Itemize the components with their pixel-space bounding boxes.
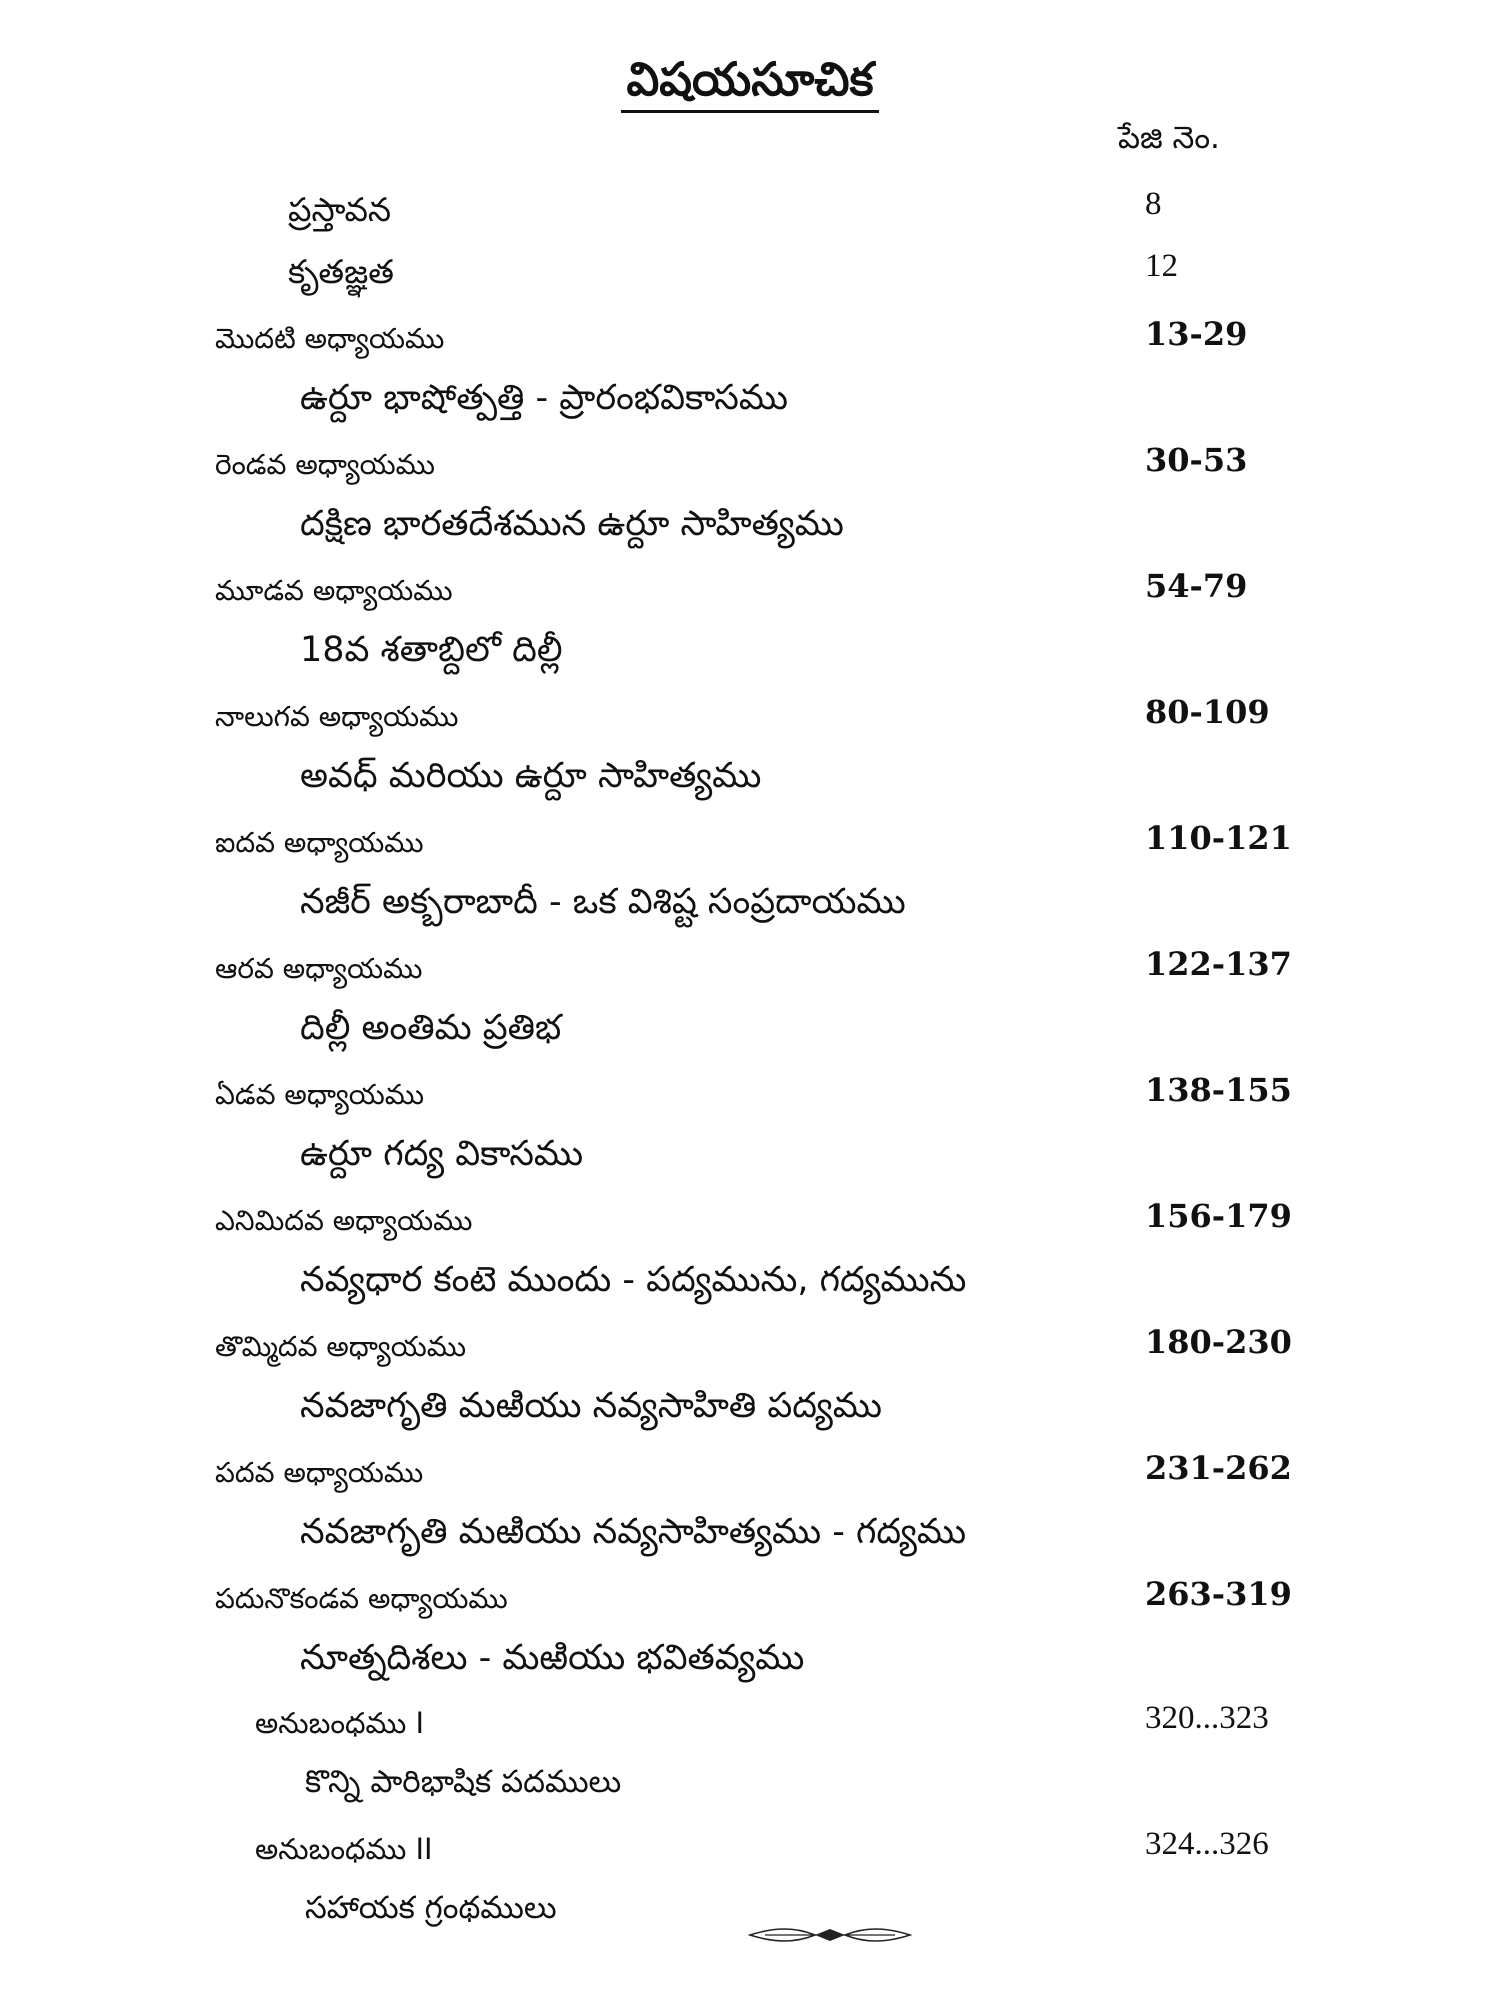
appendix-title: కొన్ని పారిభాషిక పదములు [305,1764,622,1800]
appendix-label: అనుబంధము I [255,1706,425,1740]
chapter-label: ఎనిమిదవ అధ్యాయము [215,1204,473,1237]
page-number-heading: పేజి నెం. [1118,120,1220,156]
chapter-label: తొమ్మిదవ అధ్యాయము [215,1330,467,1363]
chapter-pages: 263-319 [1145,1575,1292,1613]
page-title: విషయసూచిక [0,52,1500,118]
chapter-title: నవజాగృతి మఱియు నవ్యసాహితి పద్యము [300,1386,882,1426]
chapter-pages: 138-155 [1145,1071,1292,1109]
chapter-title: 18వ శతాబ్దిలో దిల్లీ [300,630,563,670]
intro-entry-label: కృతజ్ఞత [288,252,394,291]
intro-entry-page: 8 [1145,186,1162,222]
chapter-label: మొదటి అధ్యాయము [215,322,445,355]
chapter-title: నజీర్ అక్బరాబాదీ - ఒక విశిష్ట సంప్రదాయము [300,882,906,922]
chapter-label: ఏడవ అధ్యాయము [215,1078,425,1111]
chapter-title: నూత్నదిశలు - మఱియు భవితవ్యము [300,1638,805,1678]
appendix-pages: 320...323 [1145,1700,1269,1736]
chapter-pages: 30-53 [1145,441,1248,479]
chapter-pages: 231-262 [1145,1449,1292,1487]
intro-entry-label: ప్రస్తావన [288,190,392,229]
chapter-label: ఆరవ అధ్యాయము [215,952,423,985]
chapter-label: మూడవ అధ్యాయము [215,574,453,607]
chapter-title: నవ్యధార కంటె ముందు - పద్యమును, గద్యమును [300,1260,967,1300]
chapter-pages: 80-109 [1145,693,1270,731]
chapter-title: నవజాగృతి మఱియు నవ్యసాహిత్యము - గద్యము [300,1512,967,1552]
chapter-pages: 122-137 [1145,945,1292,983]
intro-entry-page: 12 [1145,248,1178,284]
appendix-label: అనుబంధము II [255,1832,433,1866]
chapter-pages: 180-230 [1145,1323,1292,1361]
chapter-pages: 13-29 [1145,315,1248,353]
appendix-pages: 324...326 [1145,1826,1269,1862]
appendix-title: సహాయక గ్రంథములు [305,1890,557,1926]
chapter-pages: 110-121 [1145,819,1292,857]
chapter-title: అవధ్ మరియు ఉర్దూ సాహిత్యము [300,756,762,796]
chapter-label: నాలుగవ అధ్యాయము [215,700,459,733]
chapter-title: ఉర్దూ భాషోత్పత్తి - ప్రారంభవికాసము [300,378,788,418]
chapter-title: ఉర్దూ గద్య వికాసము [300,1134,584,1174]
ornament-divider-icon [745,1924,915,1946]
chapter-pages: 156-179 [1145,1197,1292,1235]
chapter-label: రెండవ అధ్యాయము [215,448,435,481]
chapter-label: ఐదవ అధ్యాయము [215,826,424,859]
chapter-title: దక్షిణ భారతదేశమున ఉర్దూ సాహిత్యము [300,504,844,544]
chapter-label: పదవ అధ్యాయము [215,1456,424,1489]
chapter-pages: 54-79 [1145,567,1248,605]
chapter-label: పదునొకండవ అధ్యాయము [215,1582,508,1615]
chapter-title: దిల్లీ అంతిమ ప్రతిభ [300,1008,562,1048]
